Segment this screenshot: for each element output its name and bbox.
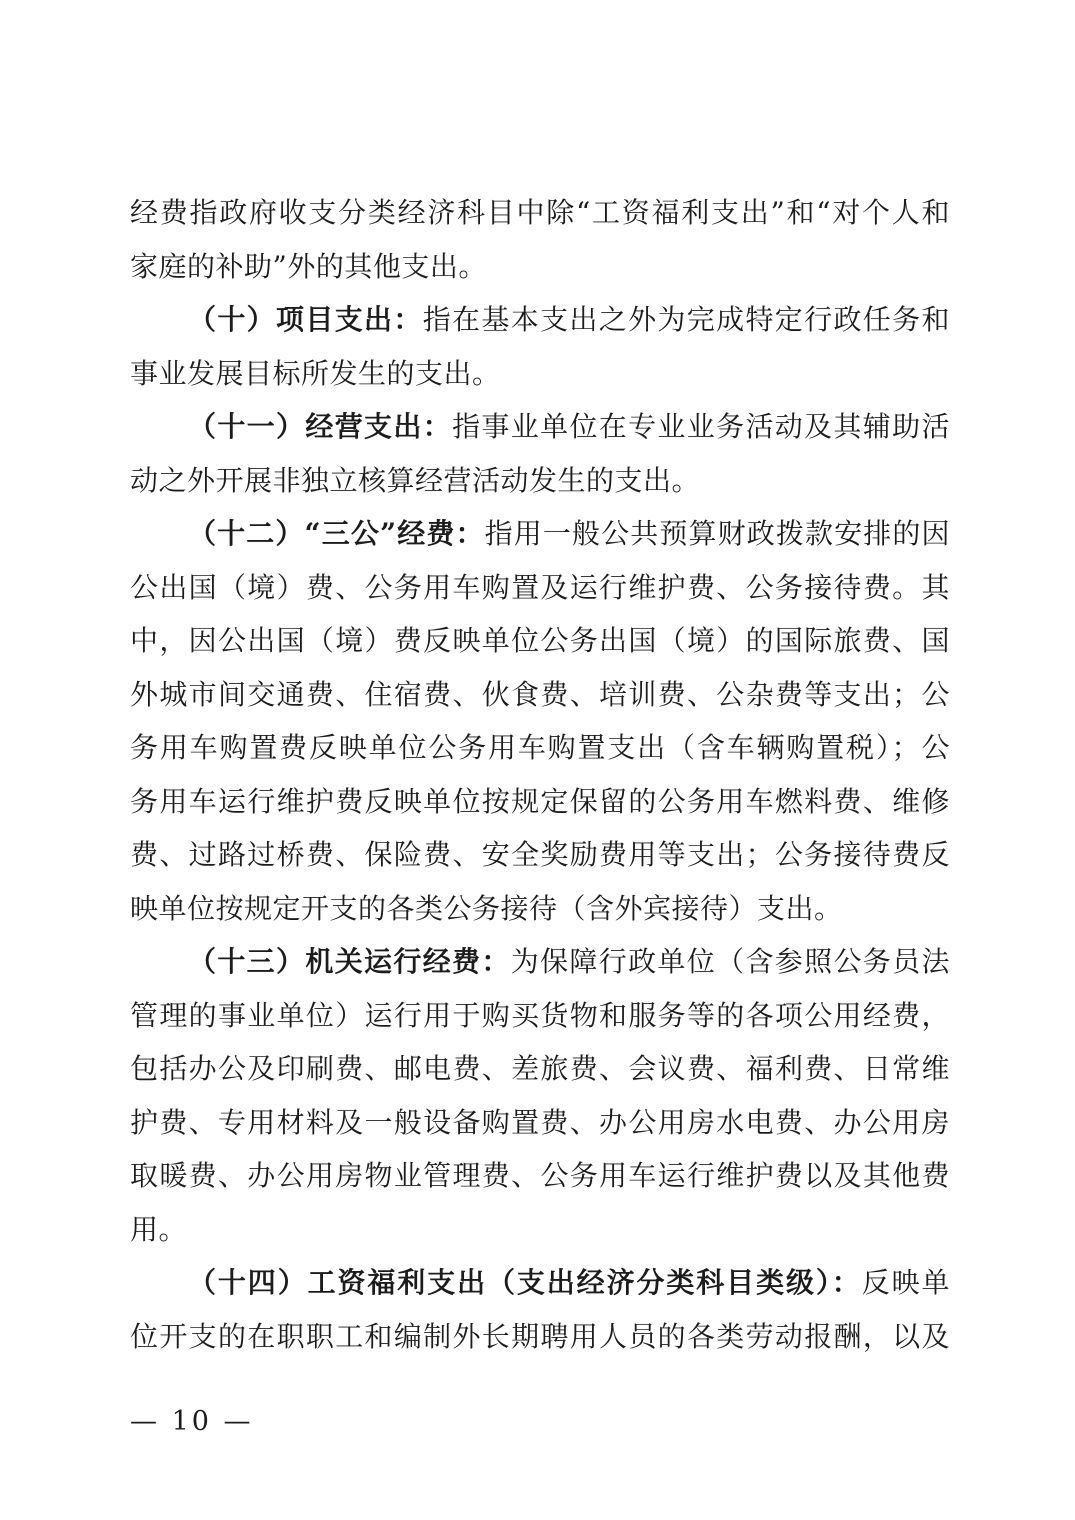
- text-line: [130, 828, 950, 882]
- text-line: [130, 293, 950, 347]
- text-segment: 映单位按规定开支的各类公务接待（含外宾接待）支出。: [130, 891, 843, 925]
- text-segment: 家庭的补助”外的其他支出。: [130, 249, 487, 283]
- text-line: [130, 507, 950, 561]
- text-line: [130, 1149, 950, 1203]
- text-line: [130, 400, 950, 454]
- text-segment: 指在基本支出之外为完成特定行政任务和: [422, 303, 950, 336]
- paragraph-heading: （十二）“三公”经费：: [188, 517, 485, 550]
- text-segment: 务用车运行维护费反映单位按规定保留的公务用车燃料费、维修: [130, 784, 950, 818]
- text-segment: 事业发展目标所发生的支出。: [130, 356, 501, 390]
- text-line: [130, 935, 950, 989]
- text-segment: 为保障行政单位（含参照公务员法: [510, 945, 950, 978]
- text-line: [130, 1096, 950, 1150]
- text-segment: 护费、专用材料及一般设备购置费、办公用房水电费、办公用房: [130, 1105, 950, 1139]
- text-segment: 务用车购置费反映单位公务用车购置支出（含车辆购置税）；公: [130, 731, 950, 764]
- paragraph-heading: （十三）机关运行经费：: [188, 945, 511, 978]
- text-line: [130, 1042, 950, 1096]
- text-line: [130, 882, 950, 936]
- text-line: [130, 1256, 950, 1310]
- text-segment: 指用一般公共预算财政拨款安排的因: [484, 517, 950, 550]
- text-line: [130, 989, 950, 1043]
- text-segment: 费、过路过桥费、保险费、安全奖励费用等支出；公务接待费反: [130, 838, 950, 871]
- text-line: [130, 561, 950, 615]
- text-line: [130, 668, 950, 722]
- text-line: [130, 347, 950, 401]
- text-segment: 用。: [130, 1212, 188, 1246]
- text-segment: 反映单: [861, 1266, 950, 1299]
- text-segment: 位开支的在职职工和编制外长期聘用人员的各类劳动报酬，以及: [130, 1319, 950, 1353]
- text-segment: 经费指政府收支分类经济科目中除“工资福利支出”和“对个人和: [130, 196, 950, 229]
- text-segment: 管理的事业单位）运行用于购买货物和服务等的各项公用经费，: [130, 998, 950, 1032]
- text-line: [130, 454, 950, 508]
- text-segment: 包括办公及印刷费、邮电费、差旅费、会议费、福利费、日常维: [130, 1052, 950, 1085]
- text-block: [130, 186, 950, 1363]
- text-line: [130, 1310, 950, 1364]
- text-segment: 动之外开展非独立核算经营活动发生的支出。: [130, 463, 701, 497]
- text-segment: 公出国（境）费、公务用车购置及运行维护费、公务接待费。其: [130, 570, 950, 604]
- text-line: [130, 775, 950, 829]
- text-segment: 取暖费、办公用房物业管理费、公务用车运行维护费以及其他费: [130, 1159, 950, 1192]
- paragraph-heading: （十）项目支出：: [188, 303, 423, 336]
- paragraph-heading: （十四）工资福利支出（支出经济分类科目类级）：: [188, 1266, 862, 1299]
- text-line: [130, 614, 950, 668]
- text-line: [130, 240, 950, 294]
- text-line: [130, 186, 950, 240]
- text-segment: 中，因公出国（境）费反映单位公务出国（境）的国际旅费、国: [130, 624, 950, 657]
- page-number: — 10 —: [130, 1406, 254, 1437]
- paragraph-heading: （十一）经营支出：: [188, 410, 453, 443]
- text-line: [130, 1203, 950, 1257]
- text-segment: 外城市间交通费、住宿费、伙食费、培训费、公杂费等支出；公: [130, 677, 950, 711]
- text-line: [130, 721, 950, 775]
- text-segment: 指事业单位在专业业务活动及其辅助活: [452, 410, 950, 443]
